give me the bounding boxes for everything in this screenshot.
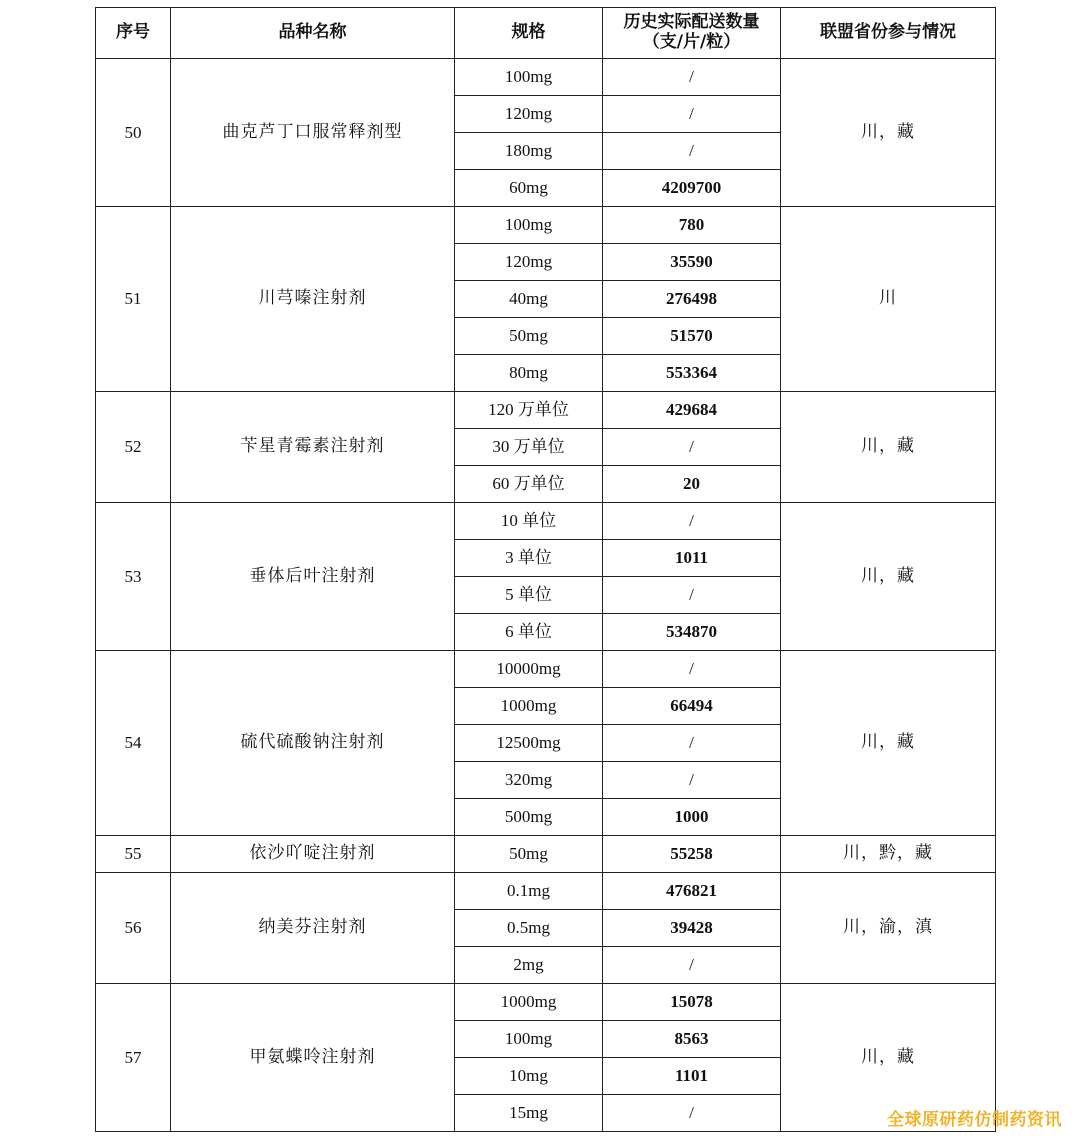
cell-spec: 50mg <box>455 318 603 355</box>
cell-quantity: 15078 <box>603 984 781 1021</box>
cell-quantity: 39428 <box>603 910 781 947</box>
cell-quantity: 1000 <box>603 799 781 836</box>
cell-spec: 50mg <box>455 836 603 873</box>
cell-spec: 120mg <box>455 96 603 133</box>
cell-provinces: 川，藏 <box>781 651 996 836</box>
cell-quantity: 476821 <box>603 873 781 910</box>
header-provinces: 联盟省份参与情况 <box>781 8 996 59</box>
cell-drug-name: 依沙吖啶注射剂 <box>171 836 455 873</box>
cell-spec: 0.5mg <box>455 910 603 947</box>
table-row <box>96 503 996 540</box>
table-body <box>96 59 996 1132</box>
cell-drug-name: 纳美芬注射剂 <box>171 873 455 984</box>
cell-provinces: 川，藏 <box>781 503 996 651</box>
cell-quantity: 55258 <box>603 836 781 873</box>
table-row <box>96 392 996 429</box>
header-spec: 规格 <box>455 8 603 59</box>
cell-spec: 1000mg <box>455 688 603 725</box>
cell-quantity: / <box>603 429 781 466</box>
cell-provinces: 川 <box>781 207 996 392</box>
cell-spec: 120 万单位 <box>455 392 603 429</box>
cell-drug-name: 甲氨蝶呤注射剂 <box>171 984 455 1132</box>
cell-spec: 60 万单位 <box>455 466 603 503</box>
drug-table <box>95 7 996 1132</box>
cell-provinces: 川，黔，藏 <box>781 836 996 873</box>
table-row <box>96 836 996 873</box>
cell-seq: 54 <box>96 651 171 836</box>
cell-quantity: 35590 <box>603 244 781 281</box>
cell-quantity: / <box>603 503 781 540</box>
cell-seq: 57 <box>96 984 171 1132</box>
table-row <box>96 651 996 688</box>
cell-quantity: 780 <box>603 207 781 244</box>
cell-spec: 100mg <box>455 59 603 96</box>
cell-quantity: / <box>603 96 781 133</box>
cell-spec: 100mg <box>455 1021 603 1058</box>
cell-provinces: 川，藏 <box>781 392 996 503</box>
cell-seq: 53 <box>96 503 171 651</box>
cell-quantity: 276498 <box>603 281 781 318</box>
cell-drug-name: 川芎嗪注射剂 <box>171 207 455 392</box>
cell-quantity: 66494 <box>603 688 781 725</box>
cell-spec: 80mg <box>455 355 603 392</box>
cell-spec: 320mg <box>455 762 603 799</box>
cell-quantity: / <box>603 725 781 762</box>
cell-quantity: / <box>603 133 781 170</box>
cell-spec: 40mg <box>455 281 603 318</box>
cell-quantity: 553364 <box>603 355 781 392</box>
header-qty: 历史实际配送数量（支/片/粒） <box>603 8 781 59</box>
cell-spec: 15mg <box>455 1095 603 1132</box>
cell-spec: 30 万单位 <box>455 429 603 466</box>
cell-spec: 2mg <box>455 947 603 984</box>
cell-quantity: 534870 <box>603 614 781 651</box>
cell-spec: 10 单位 <box>455 503 603 540</box>
cell-quantity: / <box>603 1095 781 1132</box>
cell-quantity: 429684 <box>603 392 781 429</box>
cell-quantity: / <box>603 577 781 614</box>
cell-spec: 5 单位 <box>455 577 603 614</box>
cell-seq: 51 <box>96 207 171 392</box>
cell-spec: 60mg <box>455 170 603 207</box>
table-row <box>96 59 996 96</box>
cell-spec: 180mg <box>455 133 603 170</box>
cell-quantity: / <box>603 651 781 688</box>
cell-spec: 10000mg <box>455 651 603 688</box>
cell-spec: 120mg <box>455 244 603 281</box>
cell-drug-name: 垂体后叶注射剂 <box>171 503 455 651</box>
cell-quantity: 1101 <box>603 1058 781 1095</box>
cell-provinces: 川，渝，滇 <box>781 873 996 984</box>
cell-provinces: 川，藏 <box>781 59 996 207</box>
cell-quantity: / <box>603 947 781 984</box>
cell-quantity: 1011 <box>603 540 781 577</box>
table-row <box>96 873 996 910</box>
cell-spec: 500mg <box>455 799 603 836</box>
cell-seq: 50 <box>96 59 171 207</box>
cell-spec: 6 单位 <box>455 614 603 651</box>
header-name: 品种名称 <box>171 8 455 59</box>
header-row <box>96 8 996 59</box>
cell-provinces: 川，藏 <box>781 984 996 1132</box>
cell-seq: 55 <box>96 836 171 873</box>
cell-drug-name: 硫代硫酸钠注射剂 <box>171 651 455 836</box>
cell-spec: 100mg <box>455 207 603 244</box>
watermark: 全球原研药仿制药资讯 <box>887 1110 1062 1130</box>
cell-spec: 12500mg <box>455 725 603 762</box>
cell-quantity: 4209700 <box>603 170 781 207</box>
cell-quantity: 8563 <box>603 1021 781 1058</box>
cell-drug-name: 曲克芦丁口服常释剂型 <box>171 59 455 207</box>
cell-spec: 10mg <box>455 1058 603 1095</box>
cell-spec: 0.1mg <box>455 873 603 910</box>
cell-drug-name: 苄星青霉素注射剂 <box>171 392 455 503</box>
cell-quantity: / <box>603 59 781 96</box>
header-seq: 序号 <box>96 8 171 59</box>
cell-quantity: 51570 <box>603 318 781 355</box>
cell-quantity: 20 <box>603 466 781 503</box>
cell-quantity: / <box>603 762 781 799</box>
table-row <box>96 984 996 1021</box>
table-row <box>96 207 996 244</box>
cell-seq: 56 <box>96 873 171 984</box>
cell-seq: 52 <box>96 392 171 503</box>
cell-spec: 1000mg <box>455 984 603 1021</box>
cell-spec: 3 单位 <box>455 540 603 577</box>
